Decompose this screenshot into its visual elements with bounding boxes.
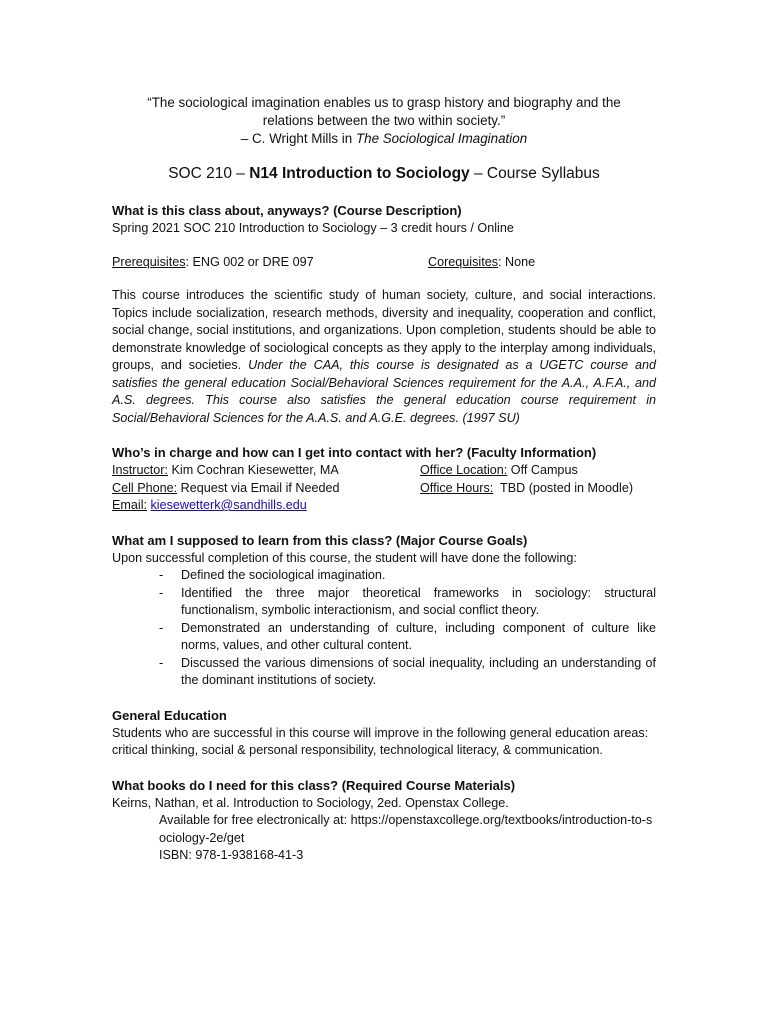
cell-phone-value: Request via Email if Needed bbox=[177, 480, 340, 495]
corequisites-label: Corequisites bbox=[428, 254, 498, 269]
goals-intro: Upon successful completion of this course, the student will have done the following: bbox=[112, 550, 577, 565]
goals-list bbox=[112, 567, 656, 690]
instructor bbox=[112, 462, 420, 480]
materials-heading: What books do I need for this class? (Required Course Materials) bbox=[112, 777, 516, 793]
gen-ed-heading: General Education bbox=[112, 707, 227, 723]
page-title bbox=[112, 164, 656, 184]
attribution-prefix: – C. Wright Mills in bbox=[240, 131, 356, 146]
list-item: - Demonstrated an understanding of culture, including component of culture like norms, values, and other cultural content. bbox=[159, 620, 656, 652]
corequisites-value: : None bbox=[498, 254, 536, 269]
cell-phone-label: Cell Phone: bbox=[112, 480, 178, 495]
course-description-text: This course introduces the scientific study of human society, culture, and social interactions. Topics include socialization, research methods, diversity and inequality, cooperation and conflict, social change, social institutions, and organizations. Upon completion, students should be able to demonstrate knowledge of sociological concepts as they apply to the interplay among individuals, groups, and societies. bbox=[112, 288, 656, 372]
instructor-value: Kim Cochran Kiesewetter, MA bbox=[168, 463, 339, 477]
textbook-isbn: ISBN: 978-1-938168-41-3 bbox=[159, 848, 304, 862]
prerequisites-label: Prerequisites bbox=[112, 254, 186, 269]
title-course-name: N14 Introduction to Sociology bbox=[249, 165, 470, 182]
prerequisites bbox=[112, 254, 428, 272]
gen-ed-body: Students who are successful in this course will improve in the following general education areas: critical thinking, social & personal responsibility, technological literacy, & communication. bbox=[112, 725, 649, 757]
instructor-label: Instructor: bbox=[112, 463, 168, 477]
office-location-label: Office Location: bbox=[420, 463, 508, 477]
epigraph-line-1: “The sociological imagination enables us to grasp history and biography and the bbox=[147, 95, 621, 110]
goals-heading: What am I supposed to learn from this class? (Major Course Goals) bbox=[112, 532, 528, 548]
textbook-availability: Available for free electronically at: https://openstaxcollege.org/textbooks/introduction-to-sociology-2e/get bbox=[159, 813, 653, 845]
prerequisites-value: : ENG 002 or DRE 097 bbox=[185, 254, 314, 269]
office-location bbox=[420, 462, 578, 480]
course-designation-text: Under the CAA, this course is designated as a UGETC course and satisfies the general education Social/Behavioral Sciences requirement for the A.A., A.F.A., and A.S. degrees. This course also satisfies the general education course requirement in Social/Behavioral Sciences for the A.A.S. and A.G.E. degrees. (1997 SU) bbox=[112, 358, 657, 425]
list-item: - Identified the three major theoretical frameworks in sociology: structural functionalism, symbolic interactionism, and social conflict theory. bbox=[159, 585, 656, 617]
attribution-book: The Sociological Imagination bbox=[355, 131, 528, 146]
email-link[interactable]: kiesewetterk@sandhills.edu bbox=[150, 498, 307, 512]
email-row bbox=[112, 497, 656, 515]
list-item: - Discussed the various dimensions of social inequality, including an understanding of the dominant institutions of society. bbox=[159, 655, 656, 687]
list-item: - Defined the sociological imagination. bbox=[159, 568, 386, 582]
epigraph-line-2: relations between the two within society.” bbox=[262, 113, 506, 128]
epigraph-attribution bbox=[112, 130, 656, 148]
course-subtitle: Spring 2021 SOC 210 Introduction to Sociology – 3 credit hours / Online bbox=[112, 221, 514, 235]
title-suffix: – Course Syllabus bbox=[469, 165, 600, 182]
cell-phone bbox=[112, 480, 420, 498]
faculty-row-1 bbox=[112, 462, 656, 480]
course-description-body bbox=[112, 287, 656, 427]
corequisites bbox=[428, 254, 535, 272]
textbook-citation: Keirns, Nathan, et al. Introduction to Sociology, 2ed. Openstax College. bbox=[112, 795, 509, 810]
office-hours-label: Office Hours: bbox=[420, 480, 494, 495]
office-location-value: Off Campus bbox=[507, 463, 578, 477]
title-course-code: SOC 210 – bbox=[168, 165, 250, 182]
epigraph-quote bbox=[112, 94, 656, 130]
office-hours bbox=[420, 480, 633, 498]
course-description-heading: What is this class about, anyways? (Course Description) bbox=[112, 203, 462, 218]
faculty-row-2 bbox=[112, 480, 656, 498]
faculty-heading: Who’s in charge and how can I get into contact with her? (Faculty Information) bbox=[112, 445, 597, 460]
requisites-row bbox=[112, 254, 656, 272]
office-hours-value: TBD (posted in Moodle) bbox=[493, 480, 634, 495]
email-label: Email: bbox=[112, 498, 147, 512]
